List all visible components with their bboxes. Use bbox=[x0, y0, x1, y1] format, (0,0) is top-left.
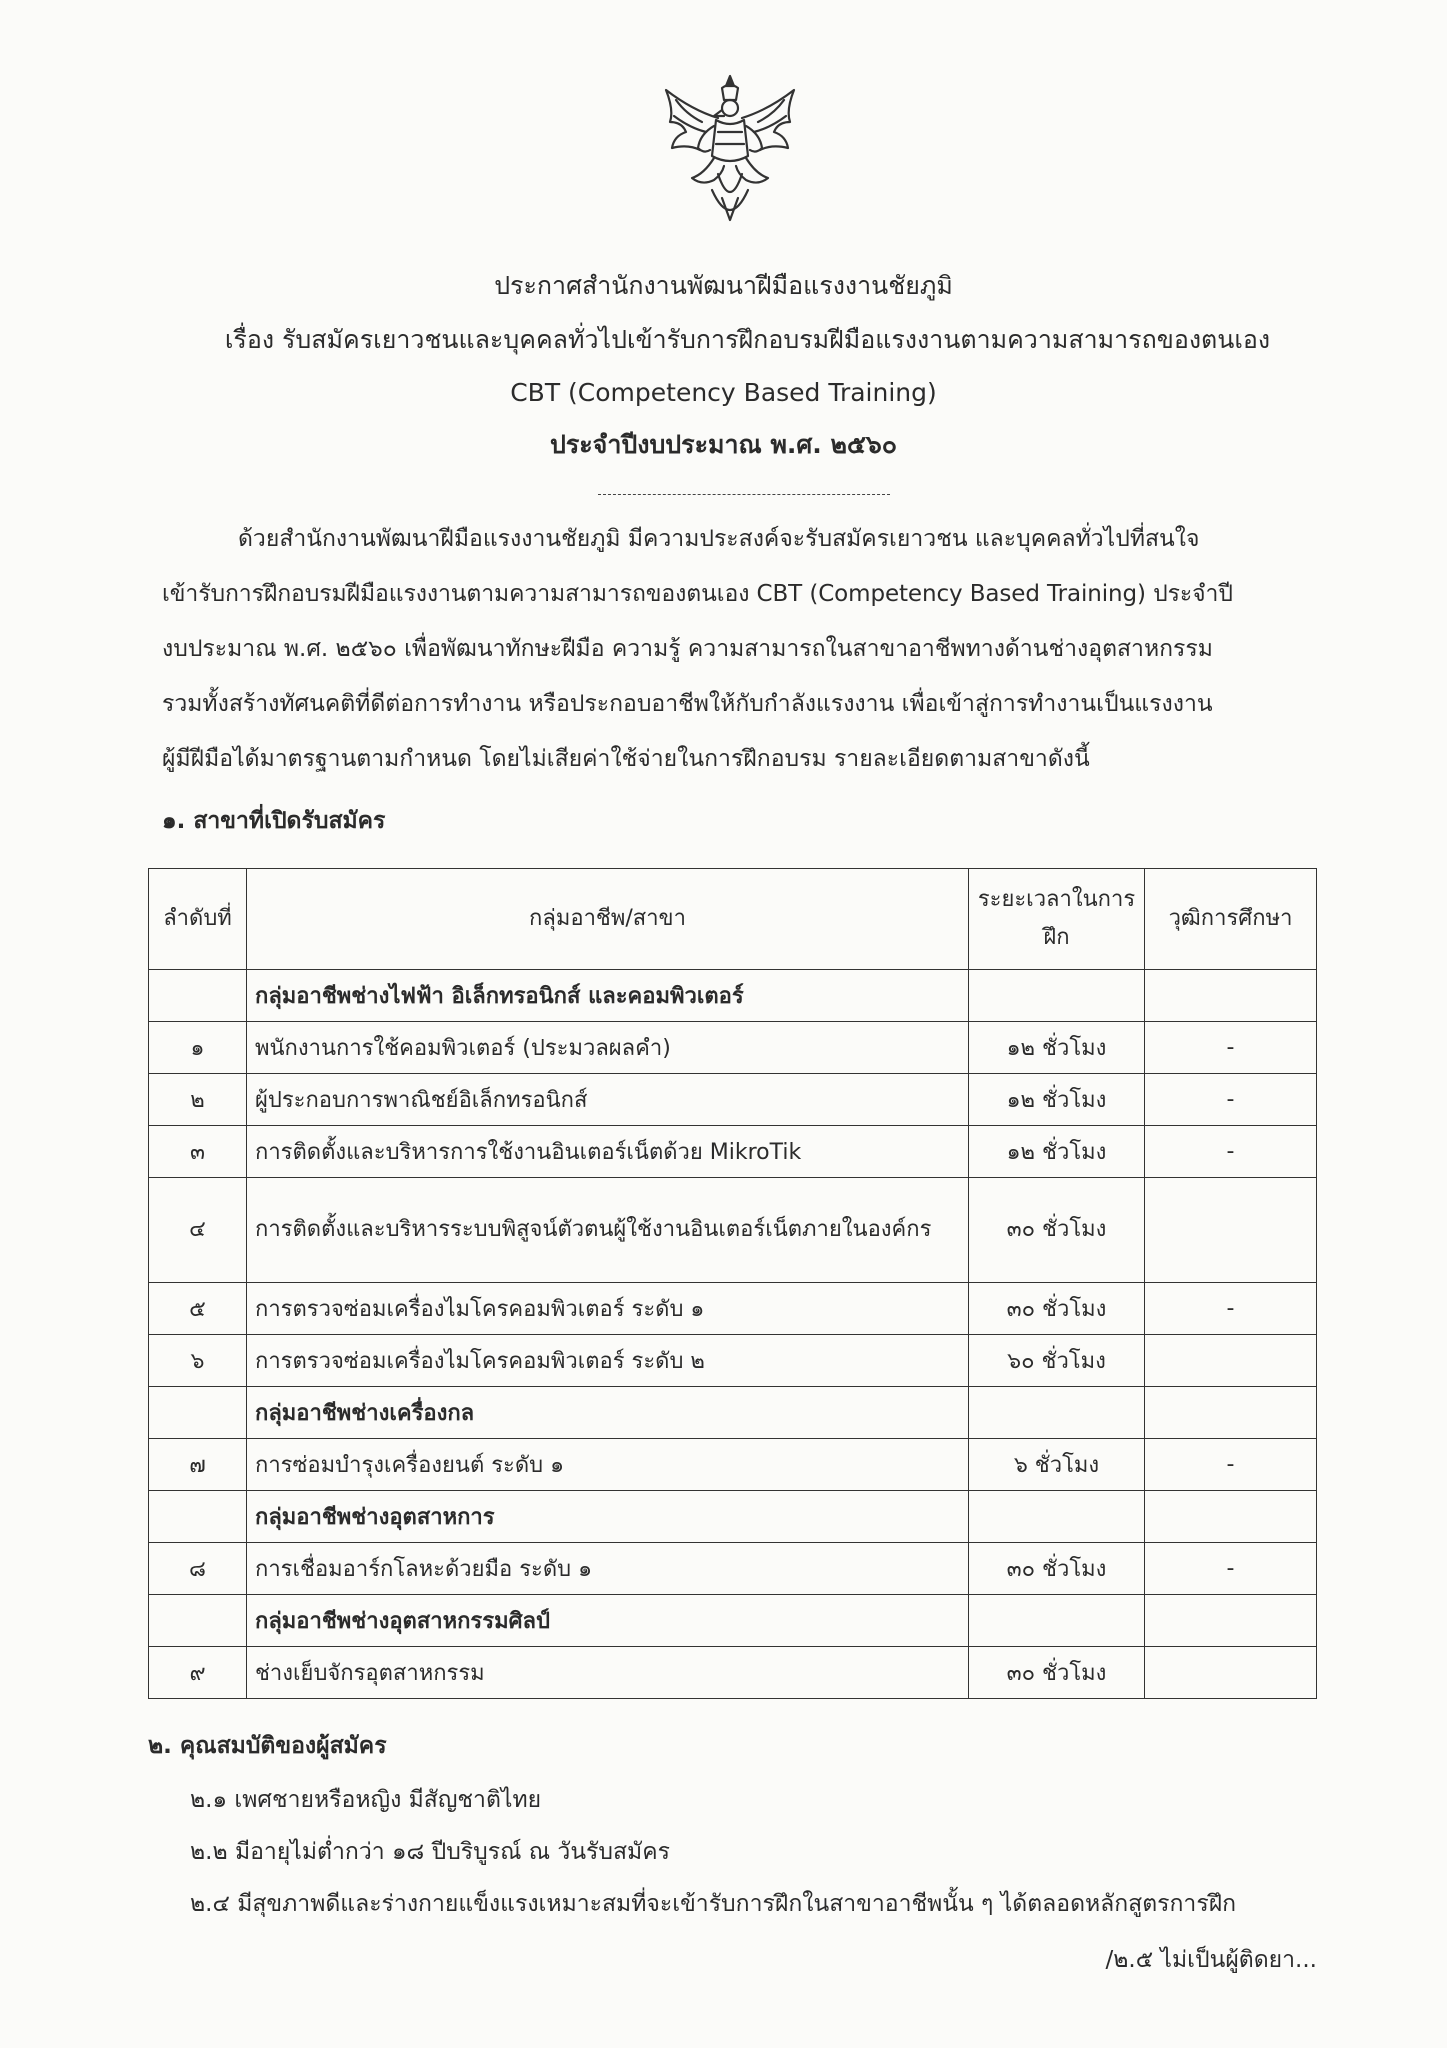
row-hours: ๖๐ ชั่วโมง bbox=[969, 1335, 1145, 1387]
row-hours: ๓๐ ชั่วโมง bbox=[969, 1283, 1145, 1335]
header-education: วุฒิการศึกษา bbox=[1145, 869, 1317, 970]
row-no: ๘ bbox=[149, 1543, 247, 1595]
intro-line: งบประมาณ พ.ศ. ๒๕๖๐ เพื่อพัฒนาทักษะฝีมือ ความรู้ ความสามารถในสาขาอาชีพทางด้านช่างอุตสาหกรรม bbox=[162, 636, 1213, 662]
row-hours bbox=[969, 1387, 1145, 1439]
row-name: การติดตั้งและบริหารการใช้งานอินเตอร์เน็ตด้วย MikroTik bbox=[247, 1126, 969, 1178]
qualification-item: ๒.๒ มีอายุไม่ต่ำกว่า ๑๘ ปีบริบูรณ์ ณ วันรับสมัคร bbox=[190, 1839, 670, 1865]
row-hours bbox=[969, 970, 1145, 1022]
row-hours: ๓๐ ชั่วโมง bbox=[969, 1543, 1145, 1595]
row-name: การซ่อมบำรุงเครื่องยนต์ ระดับ ๑ bbox=[247, 1439, 969, 1491]
table-group-row bbox=[149, 970, 1317, 1022]
header-no: ลำดับที่ bbox=[149, 869, 247, 970]
row-edu bbox=[1145, 1178, 1317, 1283]
continued-next-page: /๒.๕ ไม่เป็นผู้ติดยา... bbox=[1105, 1947, 1317, 1973]
row-edu: - bbox=[1145, 1543, 1317, 1595]
row-no bbox=[149, 970, 247, 1022]
group-name: กลุ่มอาชีพช่างอุตสาหกรรมศิลป์ bbox=[247, 1595, 969, 1647]
row-name: การตรวจซ่อมเครื่องไมโครคอมพิวเตอร์ ระดับ ๒ bbox=[247, 1335, 969, 1387]
group-name: กลุ่มอาชีพช่างไฟฟ้า อิเล็กทรอนิกส์ และคอมพิวเตอร์ bbox=[247, 970, 969, 1022]
table-row bbox=[149, 1647, 1317, 1699]
row-edu bbox=[1145, 1647, 1317, 1699]
row-name: การเชื่อมอาร์กโลหะด้วยมือ ระดับ ๑ bbox=[247, 1543, 969, 1595]
header-duration: ระยะเวลาในการฝึก bbox=[969, 869, 1145, 970]
row-hours: ๑๒ ชั่วโมง bbox=[969, 1126, 1145, 1178]
table-row bbox=[149, 1074, 1317, 1126]
row-edu: - bbox=[1145, 1126, 1317, 1178]
section-2-title: ๒. คุณสมบัติของผู้สมัคร bbox=[148, 1733, 387, 1759]
table-row bbox=[149, 1439, 1317, 1491]
section-1-title: ๑. สาขาที่เปิดรับสมัคร bbox=[162, 808, 386, 834]
intro-line: รวมทั้งสร้างทัศนคติที่ดีต่อการทำงาน หรือประกอบอาชีพให้กับกำลังแรงงาน เพื่อเข้าสู่การทำงานเป็นแรงงาน bbox=[162, 691, 1213, 717]
announcement-title: ประกาศสำนักงานพัฒนาฝีมือแรงงานชัยภูมิ bbox=[494, 271, 953, 300]
table-row bbox=[149, 1022, 1317, 1074]
qualification-item: ๒.๑ เพศชายหรือหญิง มีสัญชาติไทย bbox=[190, 1787, 542, 1813]
row-no bbox=[149, 1595, 247, 1647]
announcement-fiscal-year: ประจำปีงบประมาณ พ.ศ. ๒๕๖๐ bbox=[549, 430, 898, 459]
announcement-subject: เรื่อง รับสมัครเยาวชนและบุคคลทั่วไปเข้ารับการฝึกอบรมฝีมือแรงงานตามความสามารถของตนเอง bbox=[224, 325, 1271, 354]
row-edu bbox=[1145, 1491, 1317, 1543]
table-group-row bbox=[149, 1491, 1317, 1543]
qualification-item: ๒.๔ มีสุขภาพดีและร่างกายแข็งแรงเหมาะสมที่จะเข้ารับการฝึกในสาขาอาชีพนั้น ๆ ได้ตลอดหลักสูตรการฝึก bbox=[190, 1891, 1237, 1917]
row-name: การติดตั้งและบริหารระบบพิสูจน์ตัวตนผู้ใช้งานอินเตอร์เน็ตภายในองค์กร bbox=[247, 1178, 969, 1283]
table-header-row bbox=[149, 869, 1317, 970]
row-no: ๑ bbox=[149, 1022, 247, 1074]
row-hours bbox=[969, 1491, 1145, 1543]
row-hours: ๑๒ ชั่วโมง bbox=[969, 1022, 1145, 1074]
garuda-emblem-icon bbox=[652, 70, 808, 230]
row-edu bbox=[1145, 1387, 1317, 1439]
course-table bbox=[148, 868, 1317, 1699]
row-no bbox=[149, 1387, 247, 1439]
intro-line: เข้ารับการฝึกอบรมฝีมือแรงงานตามความสามารถของตนเอง CBT (Competency Based Training) ประจำปี bbox=[162, 581, 1233, 607]
row-edu: - bbox=[1145, 1074, 1317, 1126]
row-no: ๕ bbox=[149, 1283, 247, 1335]
table-row bbox=[149, 1178, 1317, 1283]
row-no: ๖ bbox=[149, 1335, 247, 1387]
row-edu bbox=[1145, 1595, 1317, 1647]
row-edu: - bbox=[1145, 1022, 1317, 1074]
table-row bbox=[149, 1283, 1317, 1335]
row-hours: ๑๒ ชั่วโมง bbox=[969, 1074, 1145, 1126]
table-group-row bbox=[149, 1595, 1317, 1647]
row-no: ๙ bbox=[149, 1647, 247, 1699]
header-divider bbox=[598, 494, 890, 495]
row-no: ๒ bbox=[149, 1074, 247, 1126]
row-edu bbox=[1145, 970, 1317, 1022]
row-hours: ๓๐ ชั่วโมง bbox=[969, 1178, 1145, 1283]
row-name: ผู้ประกอบการพาณิชย์อิเล็กทรอนิกส์ bbox=[247, 1074, 969, 1126]
row-edu: - bbox=[1145, 1283, 1317, 1335]
table-row bbox=[149, 1126, 1317, 1178]
row-hours: ๓๐ ชั่วโมง bbox=[969, 1647, 1145, 1699]
table-row bbox=[149, 1543, 1317, 1595]
row-name: ช่างเย็บจักรอุตสาหกรรม bbox=[247, 1647, 969, 1699]
table-group-row bbox=[149, 1387, 1317, 1439]
row-hours bbox=[969, 1595, 1145, 1647]
row-name: พนักงานการใช้คอมพิวเตอร์ (ประมวลผลคำ) bbox=[247, 1022, 969, 1074]
row-edu bbox=[1145, 1335, 1317, 1387]
intro-line: ผู้มีฝีมือได้มาตรฐานตามกำหนด โดยไม่เสียค่าใช้จ่ายในการฝึกอบรม รายละเอียดตามสาขาดังนี้ bbox=[162, 746, 1090, 772]
group-name: กลุ่มอาชีพช่างเครื่องกล bbox=[247, 1387, 969, 1439]
group-name: กลุ่มอาชีพช่างอุตสาหการ bbox=[247, 1491, 969, 1543]
row-no: ๓ bbox=[149, 1126, 247, 1178]
row-edu: - bbox=[1145, 1439, 1317, 1491]
intro-line: ด้วยสำนักงานพัฒนาฝีมือแรงงานชัยภูมิ มีความประสงค์จะรับสมัครเยาวชน และบุคคลทั่วไปที่สนใจ bbox=[238, 526, 1200, 552]
row-hours: ๖ ชั่วโมง bbox=[969, 1439, 1145, 1491]
row-no: ๔ bbox=[149, 1178, 247, 1283]
header-branch: กลุ่มอาชีพ/สาขา bbox=[247, 869, 969, 970]
announcement-program-name: CBT (Competency Based Training) bbox=[510, 378, 937, 407]
table-row bbox=[149, 1335, 1317, 1387]
row-no: ๗ bbox=[149, 1439, 247, 1491]
row-name: การตรวจซ่อมเครื่องไมโครคอมพิวเตอร์ ระดับ ๑ bbox=[247, 1283, 969, 1335]
row-no bbox=[149, 1491, 247, 1543]
